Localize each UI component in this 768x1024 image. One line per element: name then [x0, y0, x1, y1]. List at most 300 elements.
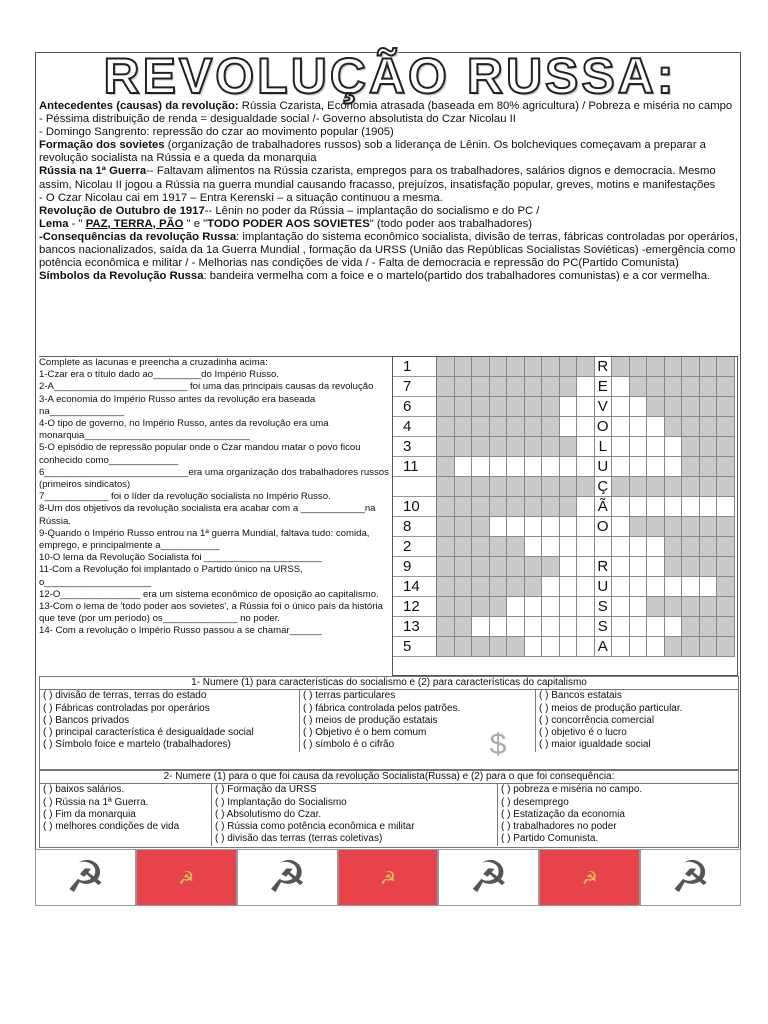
crossword-cell[interactable]: [647, 457, 665, 477]
crossword-cell[interactable]: [647, 557, 665, 577]
crossword-key-letter[interactable]: U: [595, 577, 613, 597]
crossword-cell[interactable]: [525, 457, 543, 477]
crossword-key-letter[interactable]: O: [595, 517, 613, 537]
crossword-number: 9: [393, 557, 437, 577]
crossword-cell[interactable]: [612, 437, 630, 457]
hammer-sickle-strip: [35, 849, 741, 906]
crossword-blank: [717, 417, 735, 437]
exercise-2-col-3: [498, 784, 738, 845]
crossword-blank: [665, 377, 683, 397]
crossword-blank: [455, 417, 473, 437]
crossword-cell[interactable]: [665, 457, 683, 477]
crossword-cell[interactable]: [612, 637, 630, 657]
crossword-cell[interactable]: [525, 597, 543, 617]
crossword-blank: [542, 437, 560, 457]
crossword-key-letter[interactable]: E: [595, 377, 613, 397]
exercise-item: ( ) fábrica controlada pelos patrões.: [303, 702, 461, 714]
exercise-2-heading: 2- Numere (1) para o que foi causa da revolução Socialista(Russa) e (2) para o que foi consequência:: [40, 771, 738, 784]
crossword-blank: [437, 517, 455, 537]
crossword-blank: [455, 497, 473, 517]
crossword-cell[interactable]: [612, 557, 630, 577]
crossword-cell[interactable]: [665, 497, 683, 517]
exercise-2-col-2: [212, 784, 498, 845]
crossword-cell[interactable]: [577, 497, 595, 517]
exercise-item: ( ) pobreza e miséria no campo.: [501, 784, 643, 796]
crossword-cell[interactable]: [577, 597, 595, 617]
crossword-cell[interactable]: [490, 617, 508, 637]
crossword-blank: [542, 397, 560, 417]
crossword-blank: [717, 597, 735, 617]
crossword-cell[interactable]: [525, 617, 543, 637]
crossword-key-letter[interactable]: S: [595, 617, 613, 637]
crossword-blank: [472, 477, 490, 497]
crossword-blank: [665, 637, 683, 657]
question: 9-Quando o Império Russo entrou na 1ª guerra Mundial, faltava tudo: comida, emprego, e principalmente a___________: [39, 527, 370, 552]
exercise-item: ( ) concorrência comercial: [539, 714, 655, 726]
crossword-blank: [647, 597, 665, 617]
crossword-blank: [700, 377, 718, 397]
label-sovietes: Formação dos sovietes: [39, 139, 165, 152]
crossword-cell[interactable]: [612, 417, 630, 437]
crossword-blank: [612, 357, 630, 377]
crossword-cell[interactable]: [630, 397, 648, 417]
crossword-cell[interactable]: [682, 497, 700, 517]
exercise-item: ( ) Rússia na 1ª Guerra.: [43, 796, 149, 808]
crossword-blank: [455, 637, 473, 657]
crossword-blank: [525, 397, 543, 417]
soviet-flag-icon: [136, 849, 237, 906]
question: 1-Czar era o título dado ao_________do Império Russo.: [39, 369, 279, 381]
crossword-blank: [507, 497, 525, 517]
hammer-sickle-glyph: ☭: [670, 852, 711, 902]
crossword-blank: [525, 417, 543, 437]
crossword-blank: [472, 637, 490, 657]
crossword-cell[interactable]: [630, 577, 648, 597]
crossword-number: 5: [393, 637, 437, 657]
label-outubro: Revolução de Outubro de 1917: [39, 204, 205, 217]
question: 14- Com a revolução o Império Russo passou a se chamar______: [39, 625, 322, 637]
crossword-blank: [437, 437, 455, 457]
crossword-blank: [717, 457, 735, 477]
exercise-2: [39, 770, 739, 848]
crossword-blank: [437, 577, 455, 597]
crossword-blank: [455, 537, 473, 557]
crossword-blank: [700, 517, 718, 537]
crossword-blank: [560, 437, 578, 457]
crossword-key-letter[interactable]: V: [595, 397, 613, 417]
crossword-cell[interactable]: [542, 517, 560, 537]
crossword-cell[interactable]: [577, 557, 595, 577]
crossword-cell[interactable]: [542, 457, 560, 477]
crossword-cell[interactable]: [560, 577, 578, 597]
crossword-cell[interactable]: [612, 577, 630, 597]
crossword-key-letter[interactable]: Ã: [595, 497, 613, 517]
question: 13-Com o lema de 'todo poder aos sovietes', a Rússia foi o único país da história que teve (por um período) os______________ no poder.: [39, 601, 383, 625]
crossword-cell[interactable]: [630, 537, 648, 557]
crossword-blank: [437, 557, 455, 577]
crossword-cell[interactable]: [612, 597, 630, 617]
crossword-blank: [665, 517, 683, 537]
crossword-blank: [700, 537, 718, 557]
crossword-cell[interactable]: [472, 617, 490, 637]
crossword-cell[interactable]: [577, 617, 595, 637]
crossword-blank: [717, 377, 735, 397]
crossword-row: [393, 497, 737, 517]
hammer-sickle-glyph: ☭: [469, 852, 509, 902]
crossword-cell[interactable]: [542, 537, 560, 557]
crossword-cell[interactable]: [560, 557, 578, 577]
text-czar-cai: - O Czar Nicolau cai em 1917 – Entra Kerenski – a situação continuou a mesma.: [39, 191, 443, 204]
text-antecedentes: Rússia Czarista, Economia atrasada (baseada em 80% agricultura) / Pobreza e miséria no campo: [238, 100, 733, 112]
crossword-blank: [507, 417, 525, 437]
crossword-blank: [507, 637, 525, 657]
hammer-sickle-icon: [438, 849, 539, 906]
exercise-item: ( ) desemprego: [501, 796, 569, 808]
hammer-sickle-icon: [237, 849, 338, 906]
crossword-blank: [455, 557, 473, 577]
label-simbolos: Símbolos da Revolução Russa: [39, 270, 204, 283]
crossword-blank: [472, 517, 490, 537]
crossword-blank: [437, 597, 455, 617]
text-distribuicao: - Péssima distribuição de renda = desigualdade social /- Governo absolutista do Czar Nicolau II: [39, 113, 516, 126]
exercise-item: ( ) divisão de terras, terras do estado: [43, 690, 207, 702]
exercise-item: ( ) Bancos privados: [43, 714, 130, 726]
crossword-blank: [560, 497, 578, 517]
crossword-blank: [472, 397, 490, 417]
exercise-item: ( ) Bancos estatais: [539, 690, 622, 702]
crossword-blank: [717, 617, 735, 637]
crossword-blank: [437, 497, 455, 517]
crossword-blank: [717, 537, 735, 557]
crossword-blank: [490, 537, 508, 557]
crossword-number: 1: [393, 357, 437, 377]
crossword-key-letter[interactable]: R: [595, 557, 613, 577]
crossword-blank: [525, 377, 543, 397]
crossword-cell[interactable]: [525, 637, 543, 657]
crossword-cell[interactable]: [647, 417, 665, 437]
crossword-row: [393, 517, 737, 537]
crossword-key-letter[interactable]: [595, 537, 613, 557]
crossword-blank: [560, 477, 578, 497]
crossword-cell[interactable]: [472, 457, 490, 477]
crossword-cell[interactable]: [630, 597, 648, 617]
question: 11-Com a Revolução foi implantado o Partido único na URSS, o____________________: [39, 564, 303, 588]
crossword-blank: [455, 617, 473, 637]
crossword-cell[interactable]: [630, 457, 648, 477]
crossword-blank: [577, 477, 595, 497]
crossword-blank: [472, 577, 490, 597]
crossword-blank: [455, 517, 473, 537]
crossword-blank: [437, 537, 455, 557]
crossword-cell[interactable]: [700, 497, 718, 517]
crossword-number: 7: [393, 377, 437, 397]
crossword-blank: [507, 357, 525, 377]
crossword-blank: [437, 377, 455, 397]
crossword-cell[interactable]: [612, 617, 630, 637]
crossword-cell[interactable]: [560, 457, 578, 477]
crossword-cell[interactable]: [630, 617, 648, 637]
question: 8-Um dos objetivos da revolução socialista era acabar com a ____________na Rússia.: [39, 503, 376, 527]
crossword-cell[interactable]: [560, 517, 578, 537]
crossword-cell[interactable]: [542, 597, 560, 617]
crossword-row: [393, 557, 737, 577]
crossword-blank: [717, 477, 735, 497]
intro-text: [39, 100, 739, 283]
exercise-item: ( ) baixos salários.: [43, 784, 125, 796]
crossword-blank: [717, 557, 735, 577]
crossword-blank: [647, 477, 665, 497]
exercise-item: ( ) objetivo é o lucro: [539, 727, 627, 739]
crossword-blank: [455, 357, 473, 377]
question: 10-O lema da Revolução Socialista foi ______________________: [39, 552, 322, 564]
crossword-blank: [542, 417, 560, 437]
crossword-cell[interactable]: [612, 377, 630, 397]
hammer-sickle-glyph: ☭: [581, 867, 598, 888]
crossword-cell[interactable]: [682, 577, 700, 597]
crossword-cell[interactable]: [525, 517, 543, 537]
crossword-number: 13: [393, 617, 437, 637]
question: 6___________________________era uma organização dos trabalhadores russos (primeiros sindicatos): [39, 466, 389, 491]
crossword-cell[interactable]: [630, 497, 648, 517]
crossword-cell[interactable]: [665, 617, 683, 637]
crossword-blank: [647, 517, 665, 537]
hammer-sickle-glyph: ☭: [178, 867, 195, 888]
crossword-blank: [455, 477, 473, 497]
crossword-blank: [507, 377, 525, 397]
crossword-cell[interactable]: [577, 637, 595, 657]
crossword-blank: [507, 477, 525, 497]
crossword-number: 6: [393, 397, 437, 417]
crossword-blank: [665, 397, 683, 417]
crossword-blank: [700, 557, 718, 577]
crossword-cell[interactable]: [490, 517, 508, 537]
crossword-cell[interactable]: [630, 637, 648, 657]
crossword-cell[interactable]: [507, 457, 525, 477]
label-antecedentes: Antecedentes (causas) da revolução:: [39, 100, 239, 112]
crossword-blank: [490, 577, 508, 597]
crossword-blank: [682, 437, 700, 457]
crossword-cell[interactable]: [577, 377, 595, 397]
crossword-blank: [717, 357, 735, 377]
crossword-cell[interactable]: [560, 637, 578, 657]
crossword-cell[interactable]: [560, 397, 578, 417]
crossword-blank: [490, 497, 508, 517]
crossword-blank: [525, 497, 543, 517]
exercise-item: ( ) Formação da URSS: [215, 784, 317, 796]
crossword-cell[interactable]: [647, 537, 665, 557]
crossword-blank: [437, 477, 455, 497]
crossword-blank: [490, 557, 508, 577]
crossword-blank: [507, 437, 525, 457]
crossword-cell[interactable]: [612, 537, 630, 557]
crossword-number: 4: [393, 417, 437, 437]
text-sovietes: (organização de trabalhadores russos) sob a liderança de Lênin. Os bolcheviques começavam a preparar a revolução socialista na Rússia e a queda da monarquia: [39, 139, 706, 165]
crossword-number: 12: [393, 597, 437, 617]
crossword-blank: [542, 497, 560, 517]
crossword-blank: [490, 357, 508, 377]
crossword-cell[interactable]: [455, 457, 473, 477]
crossword-cell[interactable]: [542, 637, 560, 657]
hammer-sickle-glyph: ☭: [267, 852, 307, 902]
label-guerra: Rússia na 1ª Guerra: [39, 165, 147, 178]
exercise-item: ( ) melhores condições de vida: [43, 821, 180, 833]
crossword-blank: [717, 637, 735, 657]
crossword-blank: [700, 637, 718, 657]
crossword-blank: [682, 517, 700, 537]
hammer-sickle-icon: [35, 849, 136, 906]
exercise-item: ( ) maior igualdade social: [539, 739, 651, 751]
crossword-cell[interactable]: [665, 437, 683, 457]
question: Complete as lacunas e preencha a cruzadinha acima:: [39, 357, 268, 368]
crossword-cell[interactable]: [630, 437, 648, 457]
crossword-blank: [700, 357, 718, 377]
hammer-sickle-glyph: ☭: [65, 852, 106, 902]
crossword-blank: [630, 477, 648, 497]
crossword-blank: [647, 357, 665, 377]
exercise-1-heading: 1- Numere (1) para características do socialismo e (2) para características do capitalismo: [40, 677, 738, 690]
crossword-blank: [472, 557, 490, 577]
dollar-icon: $: [489, 728, 507, 761]
crossword-cell[interactable]: [717, 497, 735, 517]
crossword-cell[interactable]: [542, 617, 560, 637]
crossword-blank: [490, 597, 508, 617]
crossword-blank: [437, 357, 455, 377]
crossword-cell[interactable]: [665, 577, 683, 597]
crossword-cell[interactable]: [612, 457, 630, 477]
crossword-blank: [682, 417, 700, 437]
exercise-item: ( ) Símbolo foice e martelo (trabalhadores): [43, 739, 231, 751]
crossword-blank: [700, 457, 718, 477]
crossword-cell[interactable]: [647, 497, 665, 517]
crossword-blank: [455, 397, 473, 417]
crossword-blank: [472, 437, 490, 457]
crossword-cell[interactable]: [647, 577, 665, 597]
crossword-blank: [507, 537, 525, 557]
crossword-cell[interactable]: [612, 397, 630, 417]
text-domingo: - Domingo Sangrento: repressão do czar ao movimento popular (1905): [39, 126, 394, 139]
crossword-blank: [717, 577, 735, 597]
crossword-key-letter[interactable]: A: [595, 637, 613, 657]
crossword-cell[interactable]: [577, 397, 595, 417]
crossword-row: [393, 597, 737, 617]
crossword-blank: [560, 357, 578, 377]
crossword-cell[interactable]: [507, 597, 525, 617]
crossword-cell[interactable]: [577, 517, 595, 537]
crossword-blank: [700, 397, 718, 417]
crossword-blank: [437, 617, 455, 637]
crossword-blank: [665, 557, 683, 577]
label-consequencias: -Consequências da revolução Russa: [39, 230, 237, 243]
crossword-blank: [665, 477, 683, 497]
crossword-cell[interactable]: [700, 577, 718, 597]
crossword-blank: [472, 417, 490, 437]
crossword-cell[interactable]: [577, 457, 595, 477]
crossword-number: 14: [393, 577, 437, 597]
crossword-cell[interactable]: [612, 517, 630, 537]
question: 5-O episódio de repressão popular onde o Czar mandou matar o povo ficou conhecido como_____________: [39, 442, 361, 466]
crossword-cell[interactable]: [560, 617, 578, 637]
crossword-blank: [525, 437, 543, 457]
crossword-cell[interactable]: [560, 417, 578, 437]
crossword-cell[interactable]: [560, 597, 578, 617]
crossword-cell[interactable]: [630, 557, 648, 577]
crossword-cell[interactable]: [490, 457, 508, 477]
crossword-cell[interactable]: [647, 617, 665, 637]
crossword-row: [393, 537, 737, 557]
crossword-grid: [392, 356, 738, 676]
exercise-1: [39, 676, 739, 770]
crossword-blank: [665, 357, 683, 377]
crossword-blank: [682, 397, 700, 417]
crossword-blank: [682, 637, 700, 657]
crossword-cell[interactable]: [507, 617, 525, 637]
crossword-row: [393, 577, 737, 597]
crossword-cell[interactable]: [647, 437, 665, 457]
crossword-blank: [437, 397, 455, 417]
crossword-blank: [490, 477, 508, 497]
crossword-row: [393, 637, 737, 657]
crossword-blank: [525, 577, 543, 597]
crossword-blank: [665, 537, 683, 557]
crossword-blank: [525, 557, 543, 577]
crossword-cell[interactable]: [577, 437, 595, 457]
exercise-item: ( ) Objetivo é o bem comum: [303, 727, 427, 739]
text-guerra: -- Faltavam alimentos na Rússia czarista, empregos para os trabalhadores, salários dignos e democracia. Mesmo assim, Nicolau II jogou a Rússia na guerra mundial causando fracasso, prejuízos, insatisfação popular, greves, motins e manifestações: [39, 165, 716, 191]
crossword-cell[interactable]: [525, 537, 543, 557]
crossword-cell[interactable]: [612, 497, 630, 517]
crossword-key-letter[interactable]: O: [595, 417, 613, 437]
crossword-key-letter[interactable]: S: [595, 597, 613, 617]
exercise-item: ( ) meios de produção estatais: [303, 714, 438, 726]
crossword-blank: [682, 537, 700, 557]
crossword-blank: [507, 557, 525, 577]
exercise-item: ( ) terras particulares: [303, 690, 396, 702]
text-lema-c: " e ": [183, 217, 208, 230]
crossword-blank: [700, 437, 718, 457]
crossword-cell[interactable]: [542, 577, 560, 597]
crossword-row: [393, 357, 737, 377]
crossword-blank: [682, 557, 700, 577]
crossword-cell[interactable]: [560, 537, 578, 557]
crossword-blank: [542, 557, 560, 577]
crossword-blank: [455, 597, 473, 617]
crossword-key-letter[interactable]: L: [595, 437, 613, 457]
exercise-1-col-3: [536, 690, 738, 751]
crossword-number: 2: [393, 537, 437, 557]
crossword-key-letter[interactable]: Ç: [595, 477, 613, 497]
exercise-item: ( ) símbolo é o cifrão: [303, 739, 395, 751]
crossword-cell[interactable]: [577, 417, 595, 437]
crossword-cell[interactable]: [647, 637, 665, 657]
crossword-row: [393, 617, 737, 637]
crossword-cell[interactable]: [577, 577, 595, 597]
crossword-cell[interactable]: [577, 537, 595, 557]
crossword-cell[interactable]: [507, 517, 525, 537]
crossword-key-letter[interactable]: U: [595, 457, 613, 477]
crossword-blank: [700, 597, 718, 617]
crossword-number: [393, 477, 437, 497]
crossword-blank: [682, 617, 700, 637]
crossword-blank: [472, 357, 490, 377]
crossword-blank: [472, 537, 490, 557]
crossword-blank: [455, 577, 473, 597]
crossword-blank: [490, 397, 508, 417]
crossword-key-letter[interactable]: R: [595, 357, 613, 377]
crossword-cell[interactable]: [630, 417, 648, 437]
crossword-blank: [542, 377, 560, 397]
text-consequencias: : implantação do sistema econômico socialista, divisão de terras, fábricas controladas por operários, bancos nacionalizados, saída da 1a Guerra Mundial , formação da URSS (União das Repúblicas Socialistas Soviéticas) -emergência como potência econômica e militar / - Melhorias nas condições de vida / - Falta de democracia e repressão do PC(Partido Comunista): [39, 230, 738, 270]
crossword-blank: [682, 597, 700, 617]
